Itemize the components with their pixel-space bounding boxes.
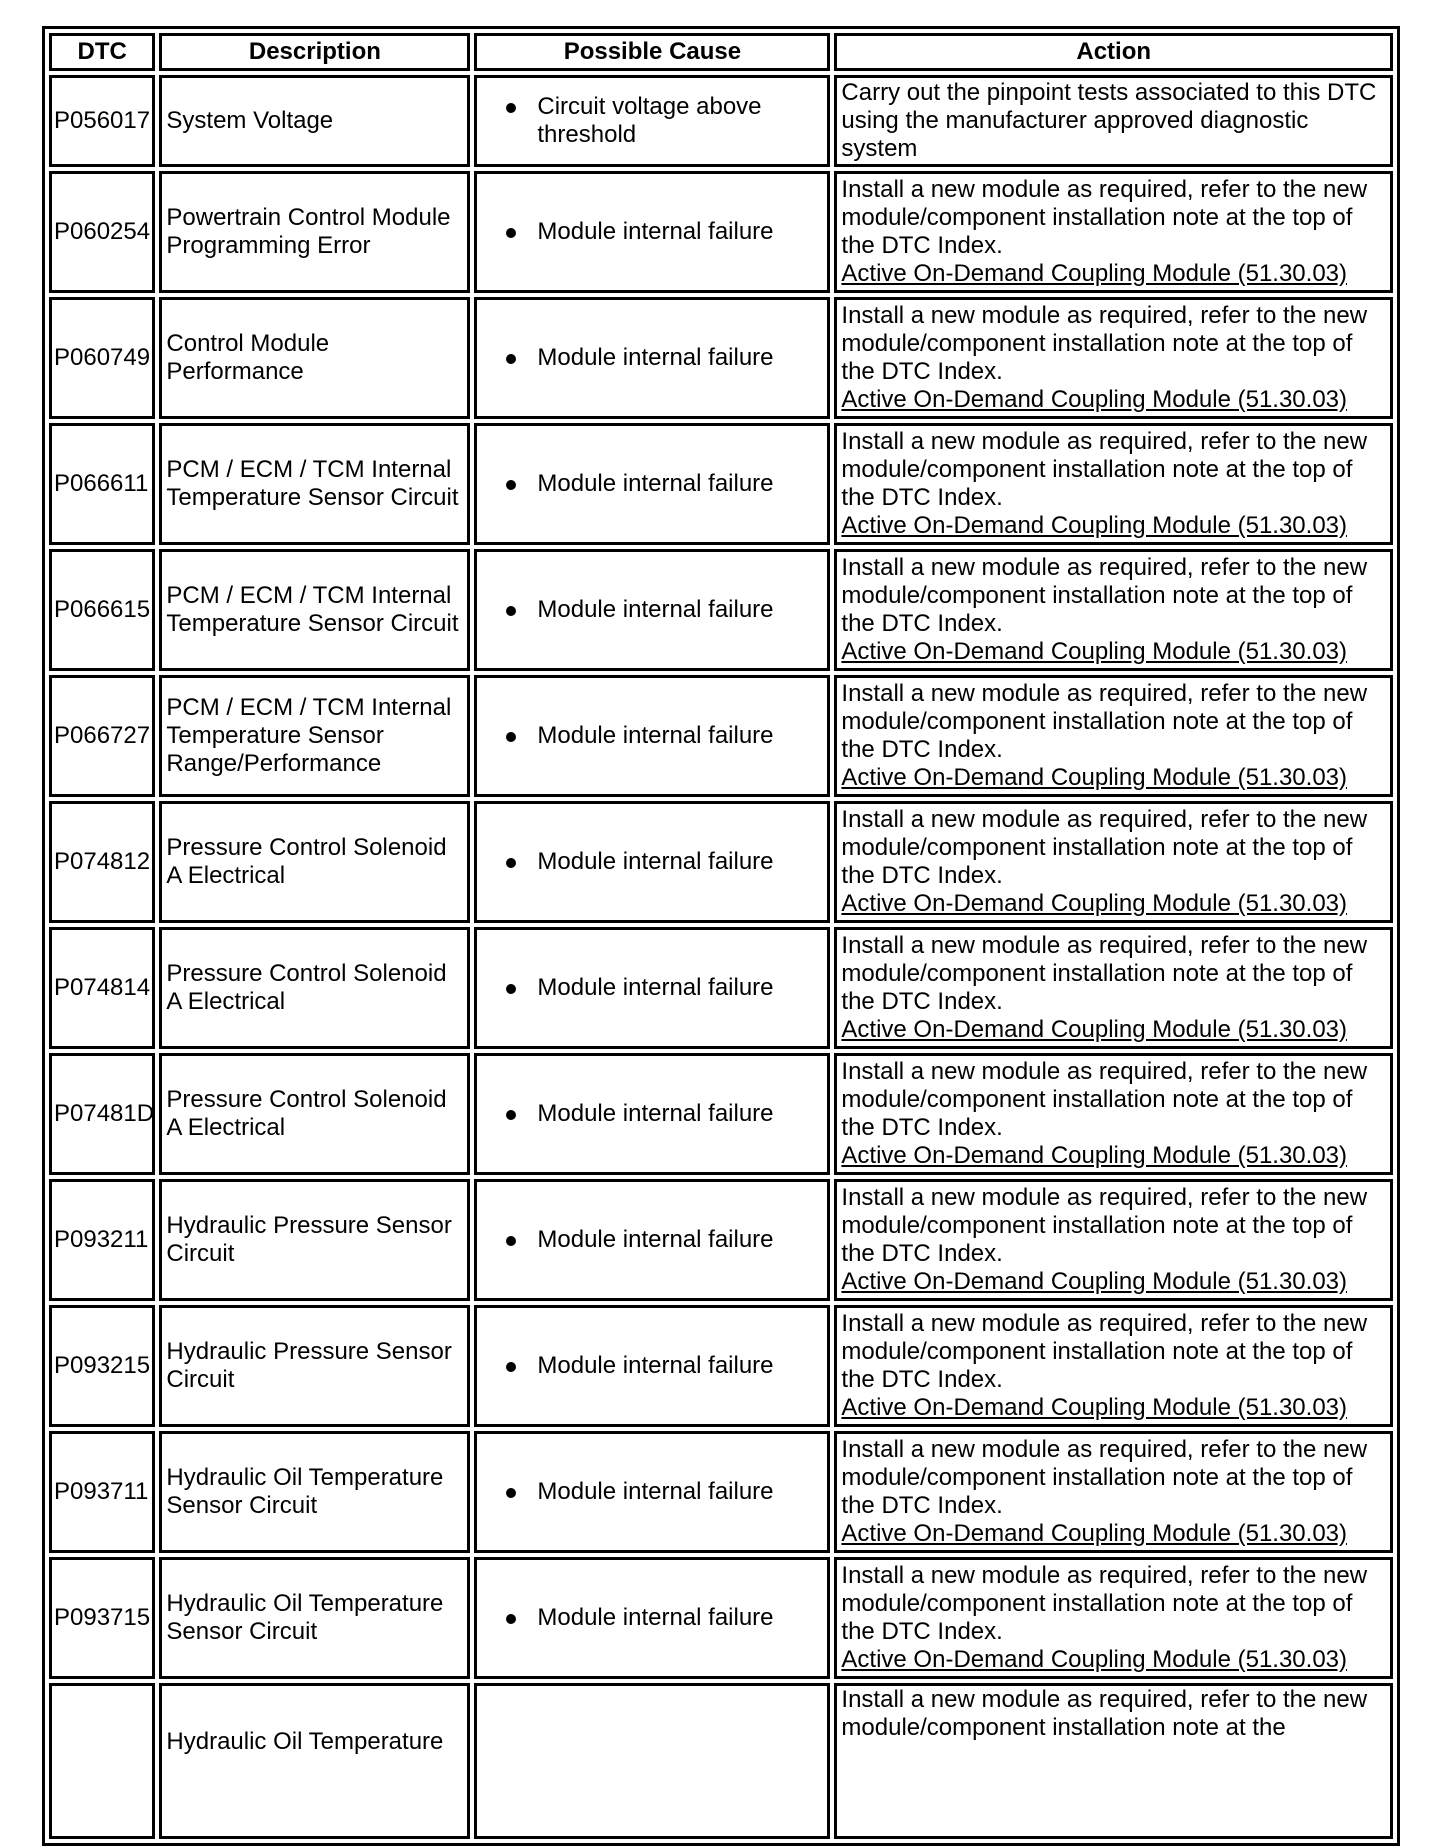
dtc-description: Control Module Performance	[159, 297, 470, 419]
bullet-icon	[506, 480, 516, 490]
action-text: Install a new module as required, refer to the new module/component installation note at the top of the DTC Index.	[841, 932, 1368, 1015]
dtc-description: PCM / ECM / TCM Internal Temperature Sensor Circuit	[159, 423, 470, 545]
dtc-code: P056017	[49, 75, 155, 167]
cause-list	[481, 1352, 823, 1380]
bullet-icon	[506, 858, 516, 868]
dtc-code: P074814	[49, 927, 155, 1049]
dtc-description: Hydraulic Pressure Sensor Circuit	[159, 1305, 470, 1427]
cause-list	[481, 974, 823, 1002]
cause-list	[481, 344, 823, 372]
dtc-code: P093211	[49, 1179, 155, 1301]
action-cell	[834, 1683, 1393, 1839]
cause-list	[481, 1604, 823, 1632]
cause-text: Module internal failure	[537, 1604, 774, 1631]
bullet-icon	[506, 103, 516, 113]
cause-item	[537, 596, 823, 624]
action-cell	[834, 297, 1393, 419]
dtc-code: P093715	[49, 1557, 155, 1679]
header-dtc: DTC	[49, 33, 155, 71]
module-reference-link[interactable]: Active On-Demand Coupling Module (51.30.03)	[841, 260, 1348, 287]
bullet-icon	[506, 354, 516, 364]
action-text: Install a new module as required, refer to the new module/component installation note at the top of the DTC Index.	[841, 302, 1368, 385]
action-cell	[834, 927, 1393, 1049]
dtc-code	[49, 1683, 155, 1839]
action-text: Install a new module as required, refer to the new module/component installation note at the top of the DTC Index.	[841, 428, 1368, 511]
bullet-icon	[506, 1362, 516, 1372]
dtc-description: PCM / ECM / TCM Internal Temperature Sensor Range/Performance	[159, 675, 470, 797]
cause-list	[481, 218, 823, 246]
module-reference-link[interactable]: Active On-Demand Coupling Module (51.30.03)	[841, 890, 1348, 917]
dtc-code: P060254	[49, 171, 155, 293]
table-row	[49, 927, 1393, 1049]
cause-list	[481, 1226, 823, 1254]
cause-item	[537, 1478, 823, 1506]
dtc-code: P060749	[49, 297, 155, 419]
cause-item	[537, 1226, 823, 1254]
cause-item	[537, 1604, 823, 1632]
cause-item	[537, 722, 823, 750]
action-cell	[834, 1431, 1393, 1553]
cause-text: Circuit voltage above threshold	[537, 93, 762, 148]
table-header-row	[49, 33, 1393, 71]
module-reference-link[interactable]: Active On-Demand Coupling Module (51.30.03)	[841, 764, 1348, 791]
dtc-description: Hydraulic Oil Temperature Sensor Circuit	[159, 1557, 470, 1679]
cause-text: Module internal failure	[537, 596, 774, 623]
table-row-partial	[49, 1683, 1393, 1839]
action-cell	[834, 1305, 1393, 1427]
cause-text: Module internal failure	[537, 1100, 774, 1127]
module-reference-link[interactable]: Active On-Demand Coupling Module (51.30.03)	[841, 1394, 1348, 1421]
dtc-code: P066611	[49, 423, 155, 545]
dtc-code: P074812	[49, 801, 155, 923]
action-cell	[834, 549, 1393, 671]
action-cell	[834, 1557, 1393, 1679]
dtc-description: Pressure Control Solenoid A Electrical	[159, 927, 470, 1049]
possible-cause-cell	[474, 801, 830, 923]
action-text: Install a new module as required, refer to the new module/component installation note at the top of the DTC Index.	[841, 1562, 1368, 1645]
cause-list	[481, 1478, 823, 1506]
possible-cause-cell	[474, 423, 830, 545]
dtc-description: Pressure Control Solenoid A Electrical	[159, 801, 470, 923]
cause-list	[481, 848, 823, 876]
action-cell	[834, 801, 1393, 923]
cause-list	[481, 470, 823, 498]
action-text: Install a new module as required, refer to the new module/component installation note at the top of the DTC Index.	[841, 554, 1368, 637]
dtc-description: Hydraulic Oil Temperature Sensor Circuit	[159, 1431, 470, 1553]
dtc-description-text: Hydraulic Oil Temperature	[166, 1728, 444, 1755]
cause-text: Module internal failure	[537, 974, 774, 1001]
cause-text: Module internal failure	[537, 218, 774, 245]
possible-cause-cell	[474, 75, 830, 167]
dtc-description: PCM / ECM / TCM Internal Temperature Sensor Circuit	[159, 549, 470, 671]
bullet-icon	[506, 984, 516, 994]
bullet-icon	[506, 1236, 516, 1246]
cause-item	[537, 93, 823, 149]
table-row	[49, 1179, 1393, 1301]
possible-cause-cell	[474, 1557, 830, 1679]
header-possible-cause: Possible Cause	[474, 33, 830, 71]
bullet-icon	[506, 606, 516, 616]
action-cell	[834, 75, 1393, 167]
bullet-icon	[506, 1110, 516, 1120]
table-body	[49, 75, 1393, 1839]
cause-list	[481, 722, 823, 750]
table-row	[49, 1557, 1393, 1679]
module-reference-link[interactable]: Active On-Demand Coupling Module (51.30.03)	[841, 1646, 1348, 1673]
cause-text: Module internal failure	[537, 1352, 774, 1379]
cause-text: Module internal failure	[537, 722, 774, 749]
module-reference-link[interactable]: Active On-Demand Coupling Module (51.30.03)	[841, 512, 1348, 539]
cause-text: Module internal failure	[537, 848, 774, 875]
action-cell	[834, 1053, 1393, 1175]
possible-cause-cell	[474, 927, 830, 1049]
possible-cause-cell	[474, 171, 830, 293]
action-cell	[834, 423, 1393, 545]
table-row	[49, 423, 1393, 545]
cause-item	[537, 470, 823, 498]
dtc-description: System Voltage	[159, 75, 470, 167]
module-reference-link[interactable]: Active On-Demand Coupling Module (51.30.03)	[841, 1016, 1348, 1043]
cause-text: Module internal failure	[537, 470, 774, 497]
possible-cause-cell	[474, 297, 830, 419]
module-reference-link[interactable]: Active On-Demand Coupling Module (51.30.03)	[841, 638, 1348, 665]
action-text: Install a new module as required, refer to the new module/component installation note at the top of the DTC Index.	[841, 806, 1368, 889]
table-row	[49, 549, 1393, 671]
cause-list	[481, 596, 823, 624]
dtc-description: Pressure Control Solenoid A Electrical	[159, 1053, 470, 1175]
module-reference-link[interactable]: Active On-Demand Coupling Module (51.30.03)	[841, 1268, 1348, 1295]
bullet-icon	[506, 228, 516, 238]
cause-item	[537, 1352, 823, 1380]
possible-cause-cell	[474, 549, 830, 671]
table-row	[49, 75, 1393, 167]
table-row	[49, 1053, 1393, 1175]
cause-text: Module internal failure	[537, 1226, 774, 1253]
table-row	[49, 801, 1393, 923]
possible-cause-cell	[474, 675, 830, 797]
cause-text: Module internal failure	[537, 344, 774, 371]
dtc-table	[42, 26, 1400, 1846]
bullet-icon	[506, 732, 516, 742]
header-description: Description	[159, 33, 470, 71]
dtc-code: P07481D	[49, 1053, 155, 1175]
cause-text: Module internal failure	[537, 1478, 774, 1505]
module-reference-link[interactable]: Active On-Demand Coupling Module (51.30.03)	[841, 1142, 1348, 1169]
dtc-description: Powertrain Control Module Programming Error	[159, 171, 470, 293]
header-action: Action	[834, 33, 1393, 71]
table-row	[49, 1305, 1393, 1427]
possible-cause-cell	[474, 1683, 830, 1839]
action-cell	[834, 1179, 1393, 1301]
cause-list	[481, 93, 823, 149]
cause-item	[537, 218, 823, 246]
cause-item	[537, 1100, 823, 1128]
cause-item	[537, 848, 823, 876]
bullet-icon	[506, 1614, 516, 1624]
possible-cause-cell	[474, 1179, 830, 1301]
action-cell	[834, 171, 1393, 293]
possible-cause-cell	[474, 1431, 830, 1553]
action-text: Carry out the pinpoint tests associated to this DTC using the manufacturer approved diagnostic system	[841, 79, 1377, 162]
action-text: Install a new module as required, refer to the new module/component installation note at the top of the DTC Index.	[841, 176, 1368, 259]
table-row	[49, 675, 1393, 797]
dtc-code: P093711	[49, 1431, 155, 1553]
cause-item	[537, 344, 823, 372]
action-cell	[834, 675, 1393, 797]
table-row	[49, 171, 1393, 293]
dtc-description	[159, 1683, 470, 1839]
action-text: Install a new module as required, refer to the new module/component installation note at the	[841, 1686, 1368, 1741]
bullet-icon	[506, 1488, 516, 1498]
action-text: Install a new module as required, refer to the new module/component installation note at the top of the DTC Index.	[841, 1058, 1368, 1141]
table-row	[49, 1431, 1393, 1553]
possible-cause-cell	[474, 1305, 830, 1427]
action-text: Install a new module as required, refer to the new module/component installation note at the top of the DTC Index.	[841, 1184, 1368, 1267]
possible-cause-cell	[474, 1053, 830, 1175]
dtc-code: P066615	[49, 549, 155, 671]
dtc-code: P093215	[49, 1305, 155, 1427]
dtc-description: Hydraulic Pressure Sensor Circuit	[159, 1179, 470, 1301]
cause-list	[481, 1100, 823, 1128]
module-reference-link[interactable]: Active On-Demand Coupling Module (51.30.03)	[841, 1520, 1348, 1547]
dtc-code: P066727	[49, 675, 155, 797]
module-reference-link[interactable]: Active On-Demand Coupling Module (51.30.03)	[841, 386, 1348, 413]
action-text: Install a new module as required, refer to the new module/component installation note at the top of the DTC Index.	[841, 1436, 1368, 1519]
table-row	[49, 297, 1393, 419]
cause-item	[537, 974, 823, 1002]
action-text: Install a new module as required, refer to the new module/component installation note at the top of the DTC Index.	[841, 680, 1368, 763]
action-text: Install a new module as required, refer to the new module/component installation note at the top of the DTC Index.	[841, 1310, 1368, 1393]
